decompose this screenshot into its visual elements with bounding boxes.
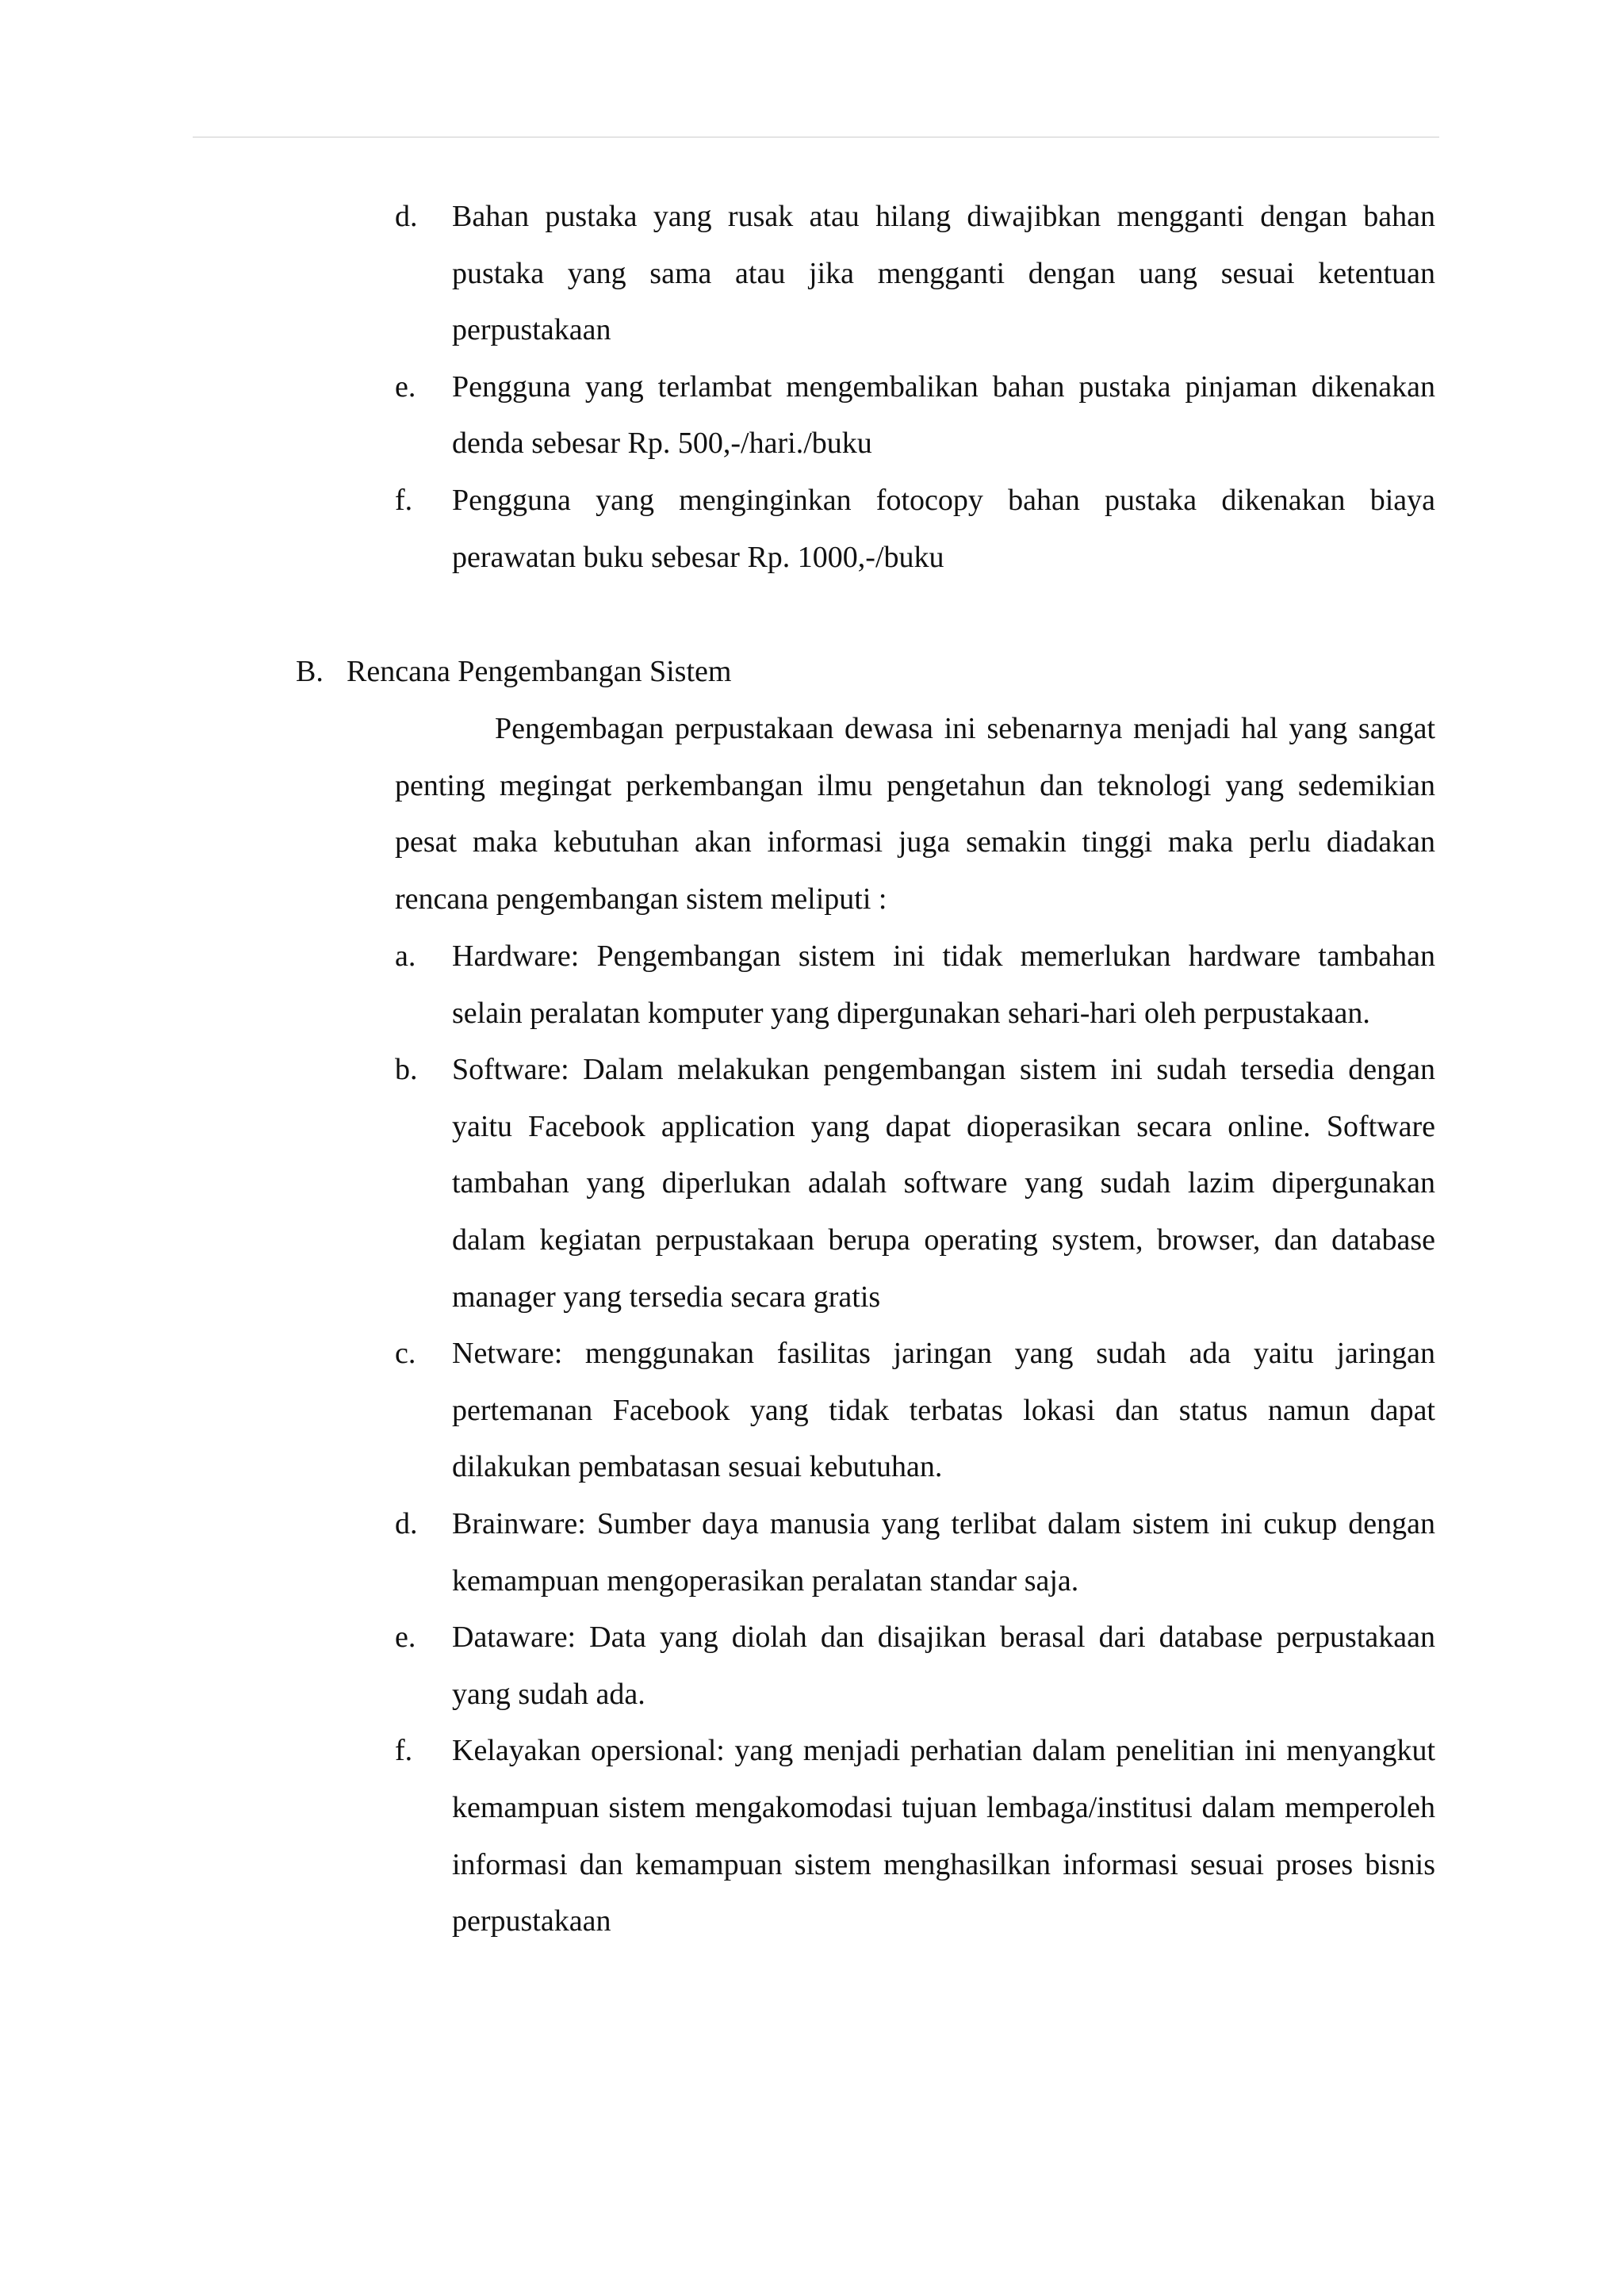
section-title: Rencana Pengembangan Sistem [347,655,732,688]
list-item-text: Dataware: Data yang diolah dan disajikan berasal dari database perpustakaan yang sudah ada. [452,1621,1435,1711]
list-marker: d. [395,200,418,233]
list-item-text: Bahan pustaka yang rusak atau hilang diwajibkan mengganti dengan bahan pustaka yang sama atau jika mengganti dengan uang sesuai ketentuan perpustakaan [452,200,1435,347]
list-item [395,1042,1435,1326]
list-item [395,189,1435,359]
list-item-text: Pengguna yang menginginkan fotocopy bahan pustaka dikenakan biaya perawatan buku sebesar Rp. 1000,-/buku [452,483,1435,574]
list-item [395,359,1435,473]
list-item [395,1609,1435,1723]
list-item-text: Kelayakan opersional: yang menjadi perhatian dalam penelitian ini menyangkut kemampuan sistem mengakomodasi tujuan lembaga/institusi dalam memperoleh informasi dan kemampuan sistem menghasilkan informasi sesuai proses bisnis perpustakaan [452,1734,1435,1938]
list-marker: e. [395,1621,416,1655]
list-marker: f. [395,1734,413,1768]
section-paragraph: Pengembagan perpustakaan dewasa ini sebenarnya menjadi hal yang sangat penting megingat perkembangan ilmu pengetahun dan teknologi yang sedemikian pesat maka kebutuhan akan informasi juga semakin tinggi maka perlu diadakan rencana pengembangan sistem meliputi : [395,712,1435,916]
list-item [395,1723,1435,1950]
list-marker: a. [395,939,416,973]
list-item-text: Software: Dalam melakukan pengembangan sistem ini sudah tersedia dengan yaitu Facebook application yang dapat dioperasikan secara online. Software tambahan yang diperlukan adalah software yang sudah lazim dipergunakan dalam kegiatan perpustakaan berupa operating system, browser, dan database manager yang tersedia secara gratis [452,1053,1435,1314]
list-item [395,928,1435,1042]
header-rule [193,136,1439,138]
list-marker: f. [395,483,413,517]
list-item-text: Pengguna yang terlambat mengembalikan bahan pustaka pinjaman dikenakan denda sebesar Rp. 500,-/hari./buku [452,369,1435,461]
list-item-text: Brainware: Sumber daya manusia yang terlibat dalam sistem ini cukup dengan kemampuan mengoperasikan peralatan standar saja. [452,1506,1435,1598]
list-marker: c. [395,1337,416,1371]
list-marker: d. [395,1506,418,1540]
list-marker: b. [395,1053,418,1087]
list-item-text: Hardware: Pengembangan sistem ini tidak memerlukan hardware tambahan selain peralatan komputer yang dipergunakan sehari-hari oleh perpustakaan. [452,939,1435,1030]
rules-list [395,189,1435,586]
list-marker: e. [395,369,416,404]
list-item [395,473,1435,586]
list-item [395,1326,1435,1496]
list-item-text: Netware: menggunakan fasilitas jaringan yang sudah ada yaitu jaringan pertemanan Facebook yang tidak terbatas lokasi dan status namun dapat dilakukan pembatasan sesuai kebutuhan. [452,1337,1435,1484]
section-letter: B. [296,655,324,688]
list-item [395,1496,1435,1609]
development-list [395,928,1435,1950]
